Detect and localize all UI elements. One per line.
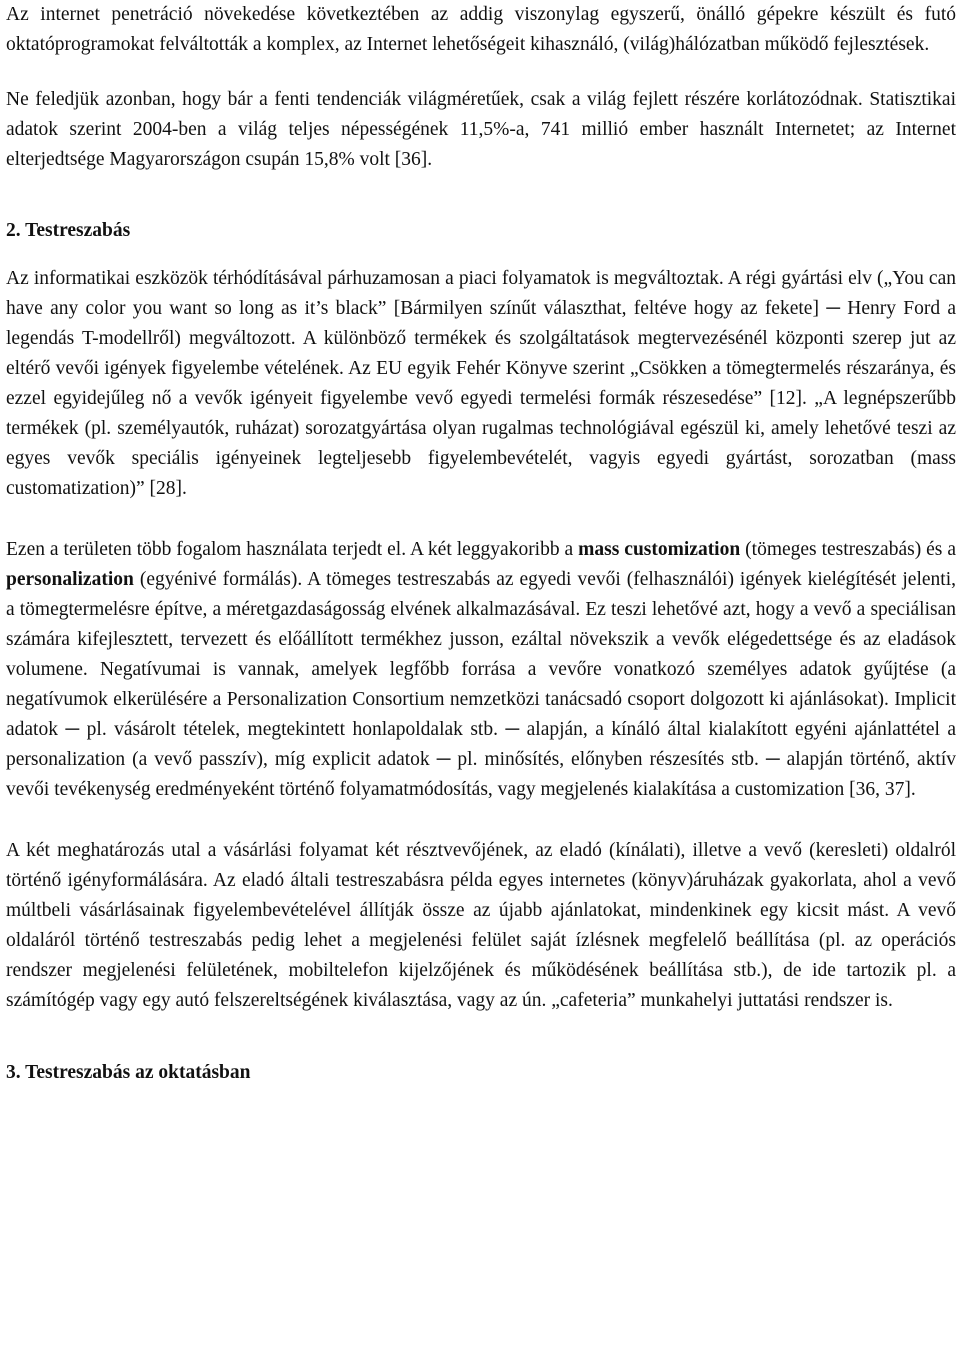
paragraph-concepts-text-a: Ezen a területen több fogalom használata terjedt el. A két leggyakoribb a — [6, 539, 579, 560]
paragraph-definitions: A két meghatározás utal a vásárlási folyamat két résztvevőjének, az eladó (kínálati), illetve a vevő (keresleti) oldalról történő igényformálására. Az eladó általi testreszabásra példa egyes internetes (könyv)áruházak gyakorlata, ahol a vevő múltbeli vásárlásainak figyelembevételével állítják össze az újabb ajánlatokat, mindenkinek egy kicsit mást. A vevő oldaláról történő testreszabás pedig lehet a megjelenési felület saját ízlésnek megfelelő beállítása (pl. az operációs rendszer megjelenési felületének, mobiltelefon kijelzőjének és működésének beállítása stb.), de ide tartozik pl. a számítógép vagy egy autó felszereltségének kiválasztása, vagy az ún. „cafeteria” munkahelyi juttatási rendszer is. — [6, 840, 956, 1011]
paragraph-market-changes: Az informatikai eszközök térhódításával párhuzamosan a piaci folyamatok is megváltoztak. A régi gyártási elv („You can have any color you want so long as it’s black” [Bármilyen színűt választhat, feltéve hogy az fekete] ─ Henry Ford a legendás T-modellről) megváltozott. A különböző termékek és szolgáltatások megtervezésénél központi szerep jut az eltérő vevői igények figyelembe vételének. Az EU egyik Fehér Könyve szerint „Csökken a tömegtermelés részaránya, és ezzel egyidejűleg nő a vevők igényeit figyelembe vevő egyedi termelési formák részesedése” [12]. „A legnépszerűbb termékek (pl. személyautók, ruházat) sorozatgyártása olyan rugalmas technológiával egészül ki, amely lehetővé teszi az egyes vevők speciális igényeinek legteljesebb figyelembevételét, vagyis egyedi gyártást, sorozatban (mass customatization)” [28]. — [6, 268, 956, 499]
term-mass-customization: mass customization — [578, 539, 741, 560]
paragraph-concepts — [6, 535, 956, 805]
paragraph-concepts-text-c: (tömeges testreszabás) és a — [740, 539, 956, 560]
section-heading-2: 2. Testreszabás — [6, 220, 131, 241]
paragraph-concepts-text-e: (egyénivé formálás). A tömeges testreszabás az egyedi vevői (felhasználói) igények kielégítését jelenti, a tömegtermelésre építve, a méretgazdaságosság elvének alkalmazásával. Ez teszi lehetővé azt, hogy a vevő a speciálisan számára kifejlesztett, tervezett és előállított termékhez jusson, ezáltal növekszik a vevők elégedettsége és az eladások volumene. Negatívumai is vannak, amelyek legfőbb forrása a vevőre vonatkozó személyes adatok gyűjtése (a negatívumok elkerülésére a Personalization Consortium nemzetközi tanácsadó csoport dolgozott ki ajánlásokat). Implicit adatok ─ pl. vásárolt tételek, megtekintett honlapoldalak stb. ─ alapján, a kínáló által kialakított egyéni ajánlattétel a personalization (a vevő passzív), míg explicit adatok ─ pl. minősítés, előnyben részesítés stb. ─ alapján történő, aktív vevői tevékenység eredményeként történő folyamatmódosítás, vagy megjelenés kialakítása a customization [36, 37]. — [6, 569, 956, 800]
term-personalization: personalization — [6, 569, 134, 590]
section-heading-3: 3. Testreszabás az oktatásban — [6, 1062, 251, 1083]
paragraph-internet-penetration: Az internet penetráció növekedése következtében az addig viszonylag egyszerű, önálló gépekre készült és futó oktatóprogramokat felváltották a komplex, az Internet lehetőségeit kihasználó, (világ)hálózatban működő fejlesztések. — [6, 4, 956, 55]
paragraph-statistics: Ne feledjük azonban, hogy bár a fenti tendenciák világméretűek, csak a világ fejlett részére korlátozódnak. Statisztikai adatok szerint 2004-ben a világ teljes népességének 11,5%-a, 741 millió ember használt Internetet; az Internet elterjedtsége Magyarországon csupán 15,8% volt [36]. — [6, 89, 956, 170]
